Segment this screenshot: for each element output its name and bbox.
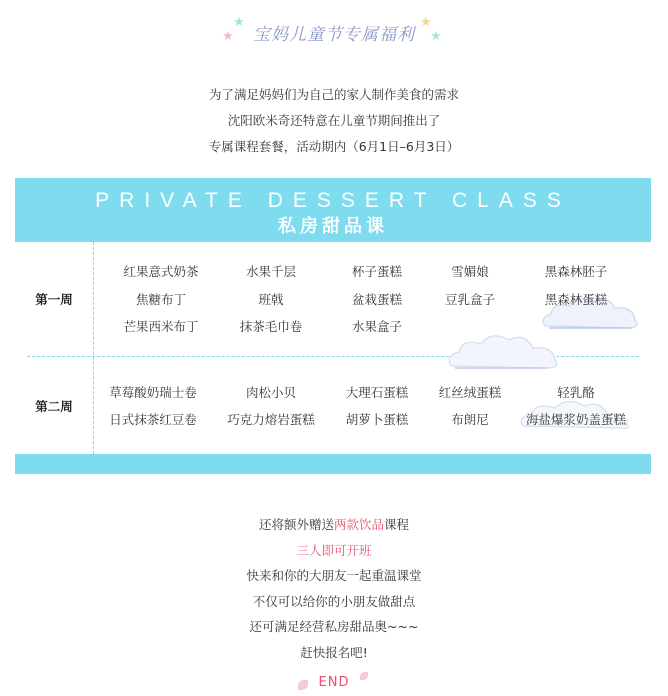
course-item: 班戟: [258, 292, 284, 307]
outro-text-segment: 还将额外赠送: [258, 517, 334, 532]
outro-line: 不仅可以给你的小朋友做甜点: [252, 593, 416, 609]
week-label: 第一周: [35, 292, 73, 307]
star-icon: ★: [233, 15, 245, 30]
outro-line: 赶快报名吧!: [300, 644, 368, 660]
course-item: 日式抹茶红豆卷: [109, 412, 197, 427]
course-item: 水果千层: [245, 264, 296, 279]
course-item: 芒果西米布丁: [123, 319, 199, 334]
star-icon: ★: [420, 15, 432, 30]
course-item: 焦糖布丁: [135, 292, 186, 307]
outro-line: [0, 512, 668, 538]
course-item: 雪媚娘: [451, 264, 489, 279]
outro-text-segment: 课程: [384, 517, 410, 532]
course-item: 黑森林胚子: [544, 264, 608, 279]
outro-highlight-line: 三人即可开班: [296, 542, 372, 558]
intro-text: [0, 82, 668, 160]
course-item: 草莓酸奶瑞士卷: [109, 385, 197, 400]
course-table: [15, 178, 651, 474]
cloud-icon: [443, 328, 563, 374]
end-label: END: [318, 675, 350, 690]
course-item: 红果意式奶茶: [123, 264, 199, 279]
course-item: 巧克力熔岩蛋糕: [227, 412, 315, 427]
course-item: 海盐爆浆奶盖蛋糕: [526, 412, 627, 427]
outro-line: 还可满足经营私房甜品奥~~~: [249, 619, 419, 634]
course-item: 抹茶毛巾卷: [239, 319, 303, 334]
star-icon: ★: [222, 29, 234, 44]
course-item: 布朗尼: [451, 412, 489, 427]
intro-line: 为了满足妈妈们为自己的家人制作美食的需求: [208, 87, 459, 102]
course-item: 红丝绒蛋糕: [438, 385, 502, 400]
outro-text: [0, 512, 668, 665]
course-item: 轻乳酪: [557, 385, 595, 400]
star-icon: ★: [430, 29, 442, 44]
week-label: 第二周: [35, 399, 73, 414]
chinese-title: 私房甜品课: [278, 216, 388, 237]
intro-line: 专属课程套餐，活动期内（6月1日–6月3日）: [208, 139, 460, 154]
english-title: PRIVATE DESSERT CLASS: [95, 189, 571, 212]
course-item: 大理石蛋糕: [345, 385, 409, 400]
outro-line: 快来和你的大朋友一起重温课堂: [246, 568, 422, 583]
course-item: 肉松小贝: [245, 385, 296, 400]
course-item: 黑森林蛋糕: [544, 292, 608, 307]
intro-line: 沈阳欧米奇还特意在儿童节期间推出了: [227, 113, 441, 128]
course-item: 胡萝卜蛋糕: [345, 412, 409, 427]
table-header-band: [15, 178, 651, 242]
course-item: 盆栽蛋糕: [351, 292, 402, 307]
course-item: 水果盒子: [351, 319, 402, 334]
course-item: 杯子蛋糕: [351, 264, 402, 279]
page-title: 宝妈儿童节专属福利: [253, 25, 415, 45]
highlight-text: 两款饮品: [333, 517, 384, 532]
course-item: 豆乳盒子: [444, 292, 495, 307]
column-divider: [93, 242, 94, 454]
table-footer-band: [15, 454, 651, 474]
